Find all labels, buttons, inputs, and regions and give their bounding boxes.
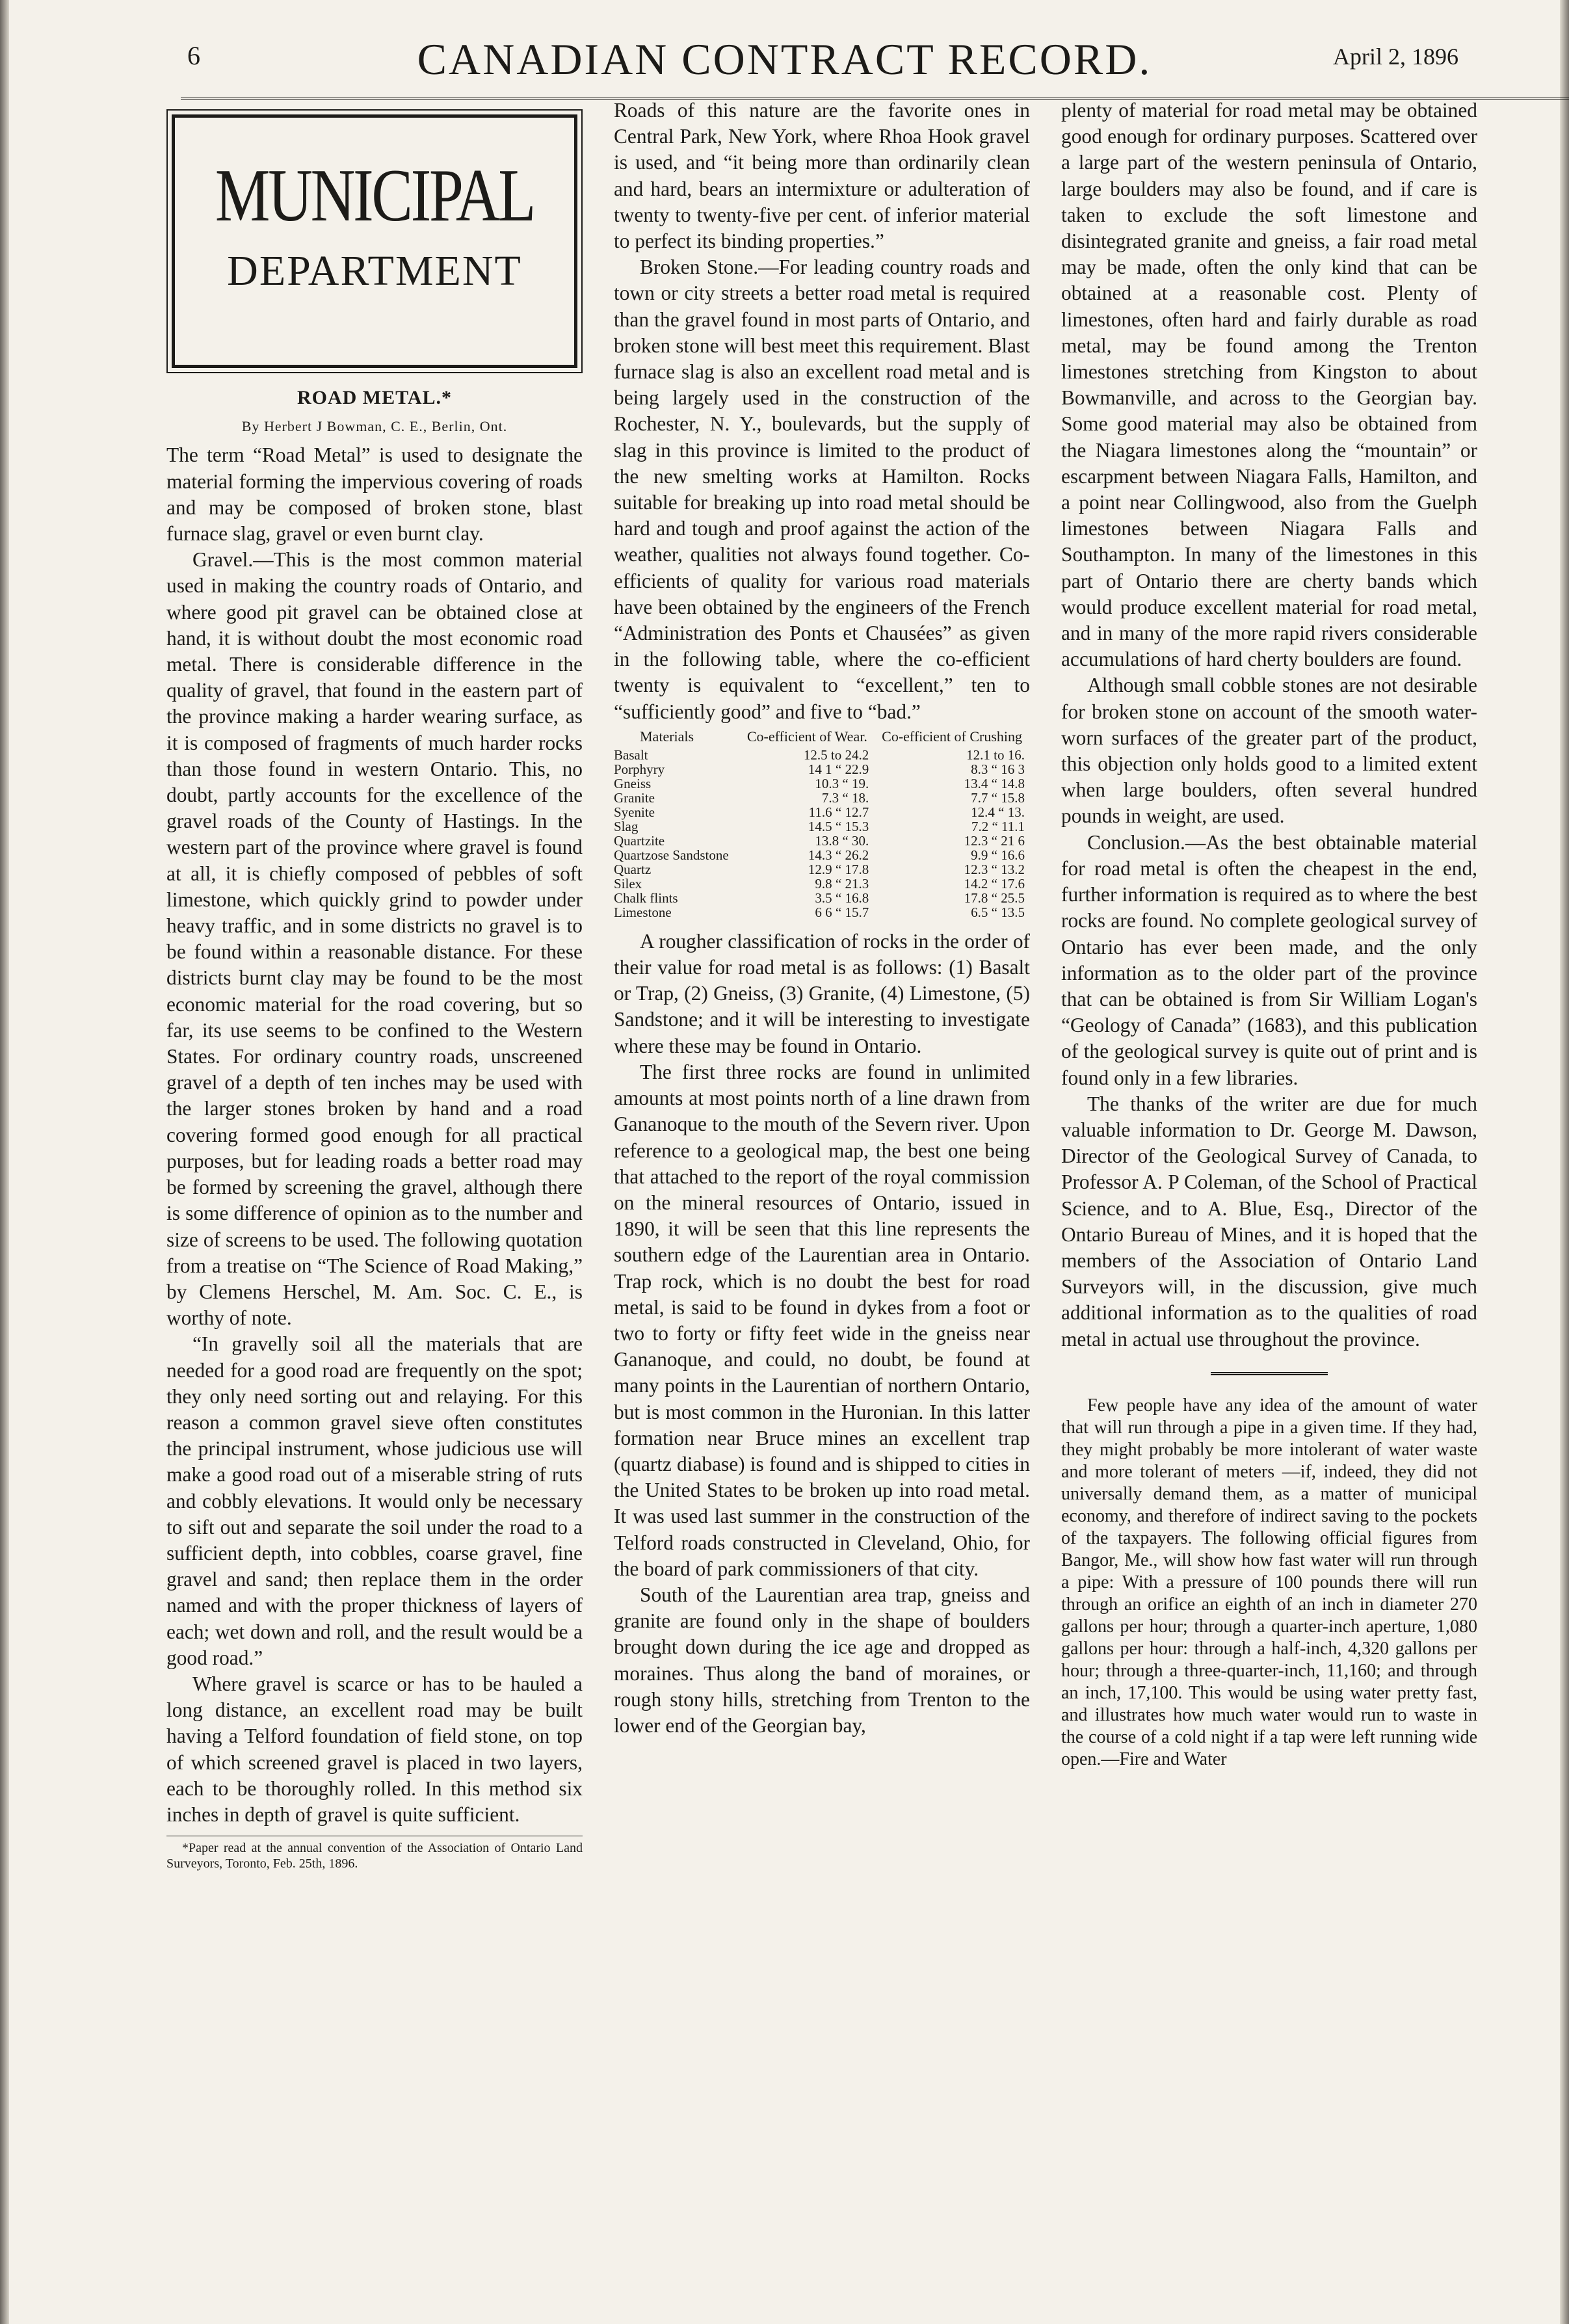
table-cell: Limestone bbox=[614, 904, 672, 920]
column-2 bbox=[614, 98, 1030, 1739]
section-divider bbox=[1211, 1372, 1328, 1375]
table-row bbox=[614, 762, 1030, 776]
table-row bbox=[614, 819, 1030, 834]
article-heading: ROAD METAL.* bbox=[297, 387, 453, 408]
footnote-text: *Paper read at the annual convention of the Association of Ontario Land Surveyors, Toronto, Feb. 25th, 1896. bbox=[166, 1841, 583, 1871]
table-body bbox=[614, 748, 1030, 919]
materials-table bbox=[614, 729, 1030, 919]
table-header: Co-efficient of Wear. bbox=[746, 728, 867, 745]
binding-edge-left bbox=[0, 0, 9, 2324]
column-1 bbox=[166, 109, 583, 1871]
paragraph: A rougher classification of rocks in the order of their value for road metal is as follows: (1) Basalt or Trap, (2) Gneiss, (3) Granite, (4) Limestone, (5) Sandstone; and it will be interesting to investigate where these may be found in Ontario. bbox=[614, 929, 1030, 1057]
table-cell: 7.7 “ 15.8 bbox=[971, 789, 1025, 806]
table-cell: 8.3 “ 16 3 bbox=[971, 761, 1025, 777]
table-cell: 14.3 “ 26.2 bbox=[808, 847, 869, 863]
paragraph: plenty of material for road metal may be obtained good enough for ordinary purposes. Scattered over a large part of the western peninsula of Ontario, large boulders may also be found, and if care is taken to exclude the soft limestone and disintegrated granite and gneiss, a fair road metal may be made, often the only kind that can be obtained at a reasonable cost. Plenty of limestones, often hard and fairly durable as road metal, may be found among the Trenton limestones stretching from Kingston to about Bowmanville, and across to the Georgian bay. Some good material may also be obtained from the Niagara limestones along the “mountain” or escarpment between Niagara Falls, Hamilton, and a point near Collingwood, also from the Guelph limestones between Niagara Falls and Southampton. In many of the limestones in this part of Ontario there are cherty bands which would produce excellent material for road metal, and in many of the more rapid rivers considerable accumulations of hard cherty boulders are found. bbox=[1061, 99, 1477, 671]
table-cell: 6.5 “ 13.5 bbox=[971, 904, 1025, 920]
column-3 bbox=[1061, 98, 1477, 1771]
table-cell: 14.5 “ 15.3 bbox=[808, 818, 869, 834]
issue-date: April 2, 1896 bbox=[1333, 44, 1458, 70]
publication-title: CANADIAN CONTRACT RECORD. bbox=[417, 34, 1152, 84]
table-cell: 6 6 “ 15.7 bbox=[815, 904, 869, 920]
table-cell: 14 1 “ 22.9 bbox=[808, 761, 869, 777]
table-row bbox=[614, 805, 1030, 819]
table-cell: 7.2 “ 11.1 bbox=[971, 818, 1025, 834]
paragraph: Gravel.—This is the most common material used in making the country roads of Ontario, and where good pit gravel can be obtained close at hand, it is without doubt the most economic road metal. There is considerable difference in the quality of gravel, that found in the eastern part of the province making a harder wearing surface, as it is composed of fragments of much harder rocks than those found in western Ontario. This, no doubt, partly accounts for the excellence of the gravel roads of the County of Hastings. In the western part of the province where gravel is found at all, it is chiefly composed of pebbles of soft limestone, which quickly grind to powder under heavy traffic, and in some districts no gravel is to be found within a reasonable distance. For these districts burnt clay may be found to be the most economic material for the road covering, but so far, its use seems to be confined to the Western States. For ordinary country roads, unscreened gravel of a depth of ten inches may be used with the larger stones broken by hand and a road covering formed good enough for all practical purposes, but for leading roads a better road may be formed by screening the gravel, although there is some difference of opinion as to the number and size of screens to be used. The following quotation from a treatise on “The Science of Road Making,” by Clemens Herschel, M. Am. Soc. C. E., is worthy of note. bbox=[166, 548, 583, 1330]
table-cell: Basalt bbox=[614, 746, 648, 763]
table-header: Materials bbox=[640, 728, 694, 745]
table-cell: Silex bbox=[614, 875, 642, 891]
paragraph: Conclusion.—As the best obtainable material for road metal is often the cheapest in the end, further information is required as to where the best rocks are found. No complete geological survey of Ontario has ever been made, and the only information as to the older part of the province that can be obtained is from Sir William Logan's “Geology of Canada” (1683), and this publication of the geological survey is quite out of print and is found only in a few libraries. bbox=[1061, 830, 1477, 1089]
table-cell: 12.3 “ 13.2 bbox=[964, 861, 1025, 877]
banner-line-1: MUNICIPAL bbox=[215, 154, 534, 237]
paragraph: “In gravelly soil all the materials that are needed for a good road are frequently on the spot; they only need sorting out and relaying. For this reason a common gravel sieve often constitutes the principal instrument, whose judicious use will make a good road out of a miserable string of ruts and cobbly elevations. It would only be necessary to sift out and separate the soil under the road to a sufficient depth, into cobbles, coarse gravel, fine gravel and sand; then replace them in the order named and with the proper thickness of layers of each; wet down and roll, and the result would be a good road.” bbox=[166, 1332, 583, 1669]
table-row bbox=[614, 848, 1030, 862]
table-cell: 3.5 “ 16.8 bbox=[815, 890, 869, 906]
paragraph: South of the Laurentian area trap, gneiss and granite are found only in the shape of boulders brought down during the ice age and dropped as moraines. Thus along the band of moraines, or rough stony hills, stretching from Trenton to the lower end of the Georgian bay, bbox=[614, 1583, 1030, 1737]
table-cell: 7.3 “ 18. bbox=[821, 789, 869, 806]
table-header: Co-efficient of Crushing bbox=[882, 728, 1023, 745]
table-cell: 12.9 “ 17.8 bbox=[808, 861, 869, 877]
paragraph: Where gravel is scarce or has to be hauled a long distance, an excellent road may be built having a Telford foundation of field stone, on top of which screened gravel is placed in two layers, each to be thoroughly rolled. In this method six inches in depth of gravel is quite sufficient. bbox=[166, 1672, 583, 1826]
paragraph: Broken Stone.—For leading country roads and town or city streets a better road metal is required than the gravel found in most parts of Ontario, and broken stone will best meet this requirement. Blast furnace slag is also an excellent road metal and is being largely used in the construction of the Rochester, N. Y., boulevards, but the supply of slag in this province is limited to the product of the new smelting works at Hamilton. Rocks suitable for breaking up into road metal should be hard and tough and proof against the action of the weather, qualities not always found together. Co-efficients of quality for various road materials have been obtained by the engineers of the French “Administration des Ponts et Chausées” as given in the following table, where the co-efficient twenty is equivalent to “excellent,” ten to “sufficiently good” and five to “bad.” bbox=[614, 256, 1030, 723]
table-row bbox=[614, 748, 1030, 762]
table-cell: 9.9 “ 16.6 bbox=[971, 847, 1025, 863]
table-cell: Quartzite bbox=[614, 832, 665, 849]
table-cell: 14.2 “ 17.6 bbox=[964, 875, 1025, 891]
table-cell: Slag bbox=[614, 818, 639, 834]
table-cell: Granite bbox=[614, 789, 655, 806]
table-row bbox=[614, 791, 1030, 805]
paragraph: The term “Road Metal” is used to designate the material forming the impervious covering of roads and may be composed of broken stone, blast furnace slag, gravel or even burnt clay. bbox=[166, 443, 583, 546]
table-cell: 12.1 to 16. bbox=[966, 746, 1025, 763]
article-byline: By Herbert J Bowman, C. E., Berlin, Ont. bbox=[241, 418, 508, 435]
table-cell: 17.8 “ 25.5 bbox=[964, 890, 1025, 906]
water-item bbox=[1061, 1395, 1477, 1771]
paragraph: The first three rocks are found in unlimited amounts at most points north of a line drawn from Gananoque to the mouth of the Severn river. Upon reference to a geological map, the best one being that attached to the report of the royal commission on the mineral resources of Ontario, issued in 1890, it will be seen that this line represents the southern edge of the Laurentian area in Ontario. Trap rock, which is no doubt the best for road metal, is said to be found in dykes from a foot or two to forty or fifty feet wide in the gneiss near Gananoque, and could, no doubt, be found at many points in the Laurentian of northern Ontario, but is most common in the Huronian. In this latter formation near Bruce mines an excellent trap (quartz diabase) is found and is shipped to cities in the United States to be broken up into road metal. It was used last summer in the construction of the Telford roads constructed in Cleveland, Ohio, for the board of park commissioners of that city. bbox=[614, 1060, 1030, 1580]
paragraph: Few people have any idea of the amount of water that will run through a pipe in a given time. If they had, they might probably be more intolerant of water waste and more tolerant of meters —if, indeed, they did not universally demand them, as a matter of municipal economy, and therefore of indirect saving to the pockets of the taxpayers. The following official figures from Bangor, Me., will show how fast water will run through a pipe: With a pressure of 100 pounds there will run through an orifice an eighth of an inch in diameter 270 gallons per hour; through a quarter-inch aperture, 1,080 gallons per hour: through a half-inch, 4,320 gallons per hour; through a three-quarter-inch, 11,160; and through an inch, 17,100. This would be using water pretty fast, and illustrates how much water would run to waste in the course of a cold night if a tap were left running wide open.—Fire and Water bbox=[1061, 1395, 1477, 1769]
table-cell: 13.8 “ 30. bbox=[815, 832, 869, 849]
table-cell: Porphyry bbox=[614, 761, 665, 777]
table-cell: 13.4 “ 14.8 bbox=[964, 775, 1025, 791]
binding-edge-right bbox=[1560, 0, 1569, 2324]
table-cell: Syenite bbox=[614, 804, 655, 820]
table-row bbox=[614, 862, 1030, 877]
table-cell: Chalk flints bbox=[614, 890, 678, 906]
table-row bbox=[614, 877, 1030, 891]
footnote bbox=[166, 1836, 583, 1871]
table-row bbox=[614, 776, 1030, 791]
page-header bbox=[0, 0, 1569, 98]
paragraph: Roads of this nature are the favorite ones in Central Park, New York, where Rhoa Hook gravel is used, and “it being more than ordinarily clean and hard, bears an intermixture or adulteration of twenty to twenty-five per cent. of inferior material to perfect its binding properties.” bbox=[614, 99, 1030, 253]
table-cell: Quartzose Sandstone bbox=[614, 847, 729, 863]
table-header-row bbox=[614, 729, 1030, 748]
department-banner bbox=[172, 114, 577, 368]
table-cell: Quartz bbox=[614, 861, 652, 877]
table-cell: 10.3 “ 19. bbox=[815, 775, 869, 791]
table-row bbox=[614, 905, 1030, 919]
paragraph: The thanks of the writer are due for much valuable information to Dr. George M. Dawson, Director of the Geological Survey of Canada, to Professor A. P Coleman, of the School of Practical Science, and to A. Blue, Esq., Director of the Ontario Bureau of Mines, and it is hoped that the members of the Association of Ontario Land Surveyors will, in the discussion, give much additional information as to the qualities of road metal in actual use throughout the province. bbox=[1061, 1092, 1477, 1351]
table-row bbox=[614, 891, 1030, 905]
page-number: 6 bbox=[187, 41, 200, 70]
paragraph: Although small cobble stones are not desirable for broken stone on account of the smooth water-worn surfaces of the greater part of the product, this objection only holds good to a limited extent when large boulders, often several hundred pounds in weight, are used. bbox=[1061, 674, 1477, 828]
table-cell: 9.8 “ 21.3 bbox=[815, 875, 869, 891]
table-cell: Gneiss bbox=[614, 775, 652, 791]
table-row bbox=[614, 834, 1030, 848]
table-cell: 12.5 to 24.2 bbox=[803, 746, 869, 763]
banner-line-2: DEPARTMENT bbox=[227, 247, 522, 295]
table-cell: 11.6 “ 12.7 bbox=[808, 804, 869, 820]
table-cell: 12.4 “ 13. bbox=[971, 804, 1025, 820]
table-cell: 12.3 “ 21 6 bbox=[964, 832, 1025, 849]
